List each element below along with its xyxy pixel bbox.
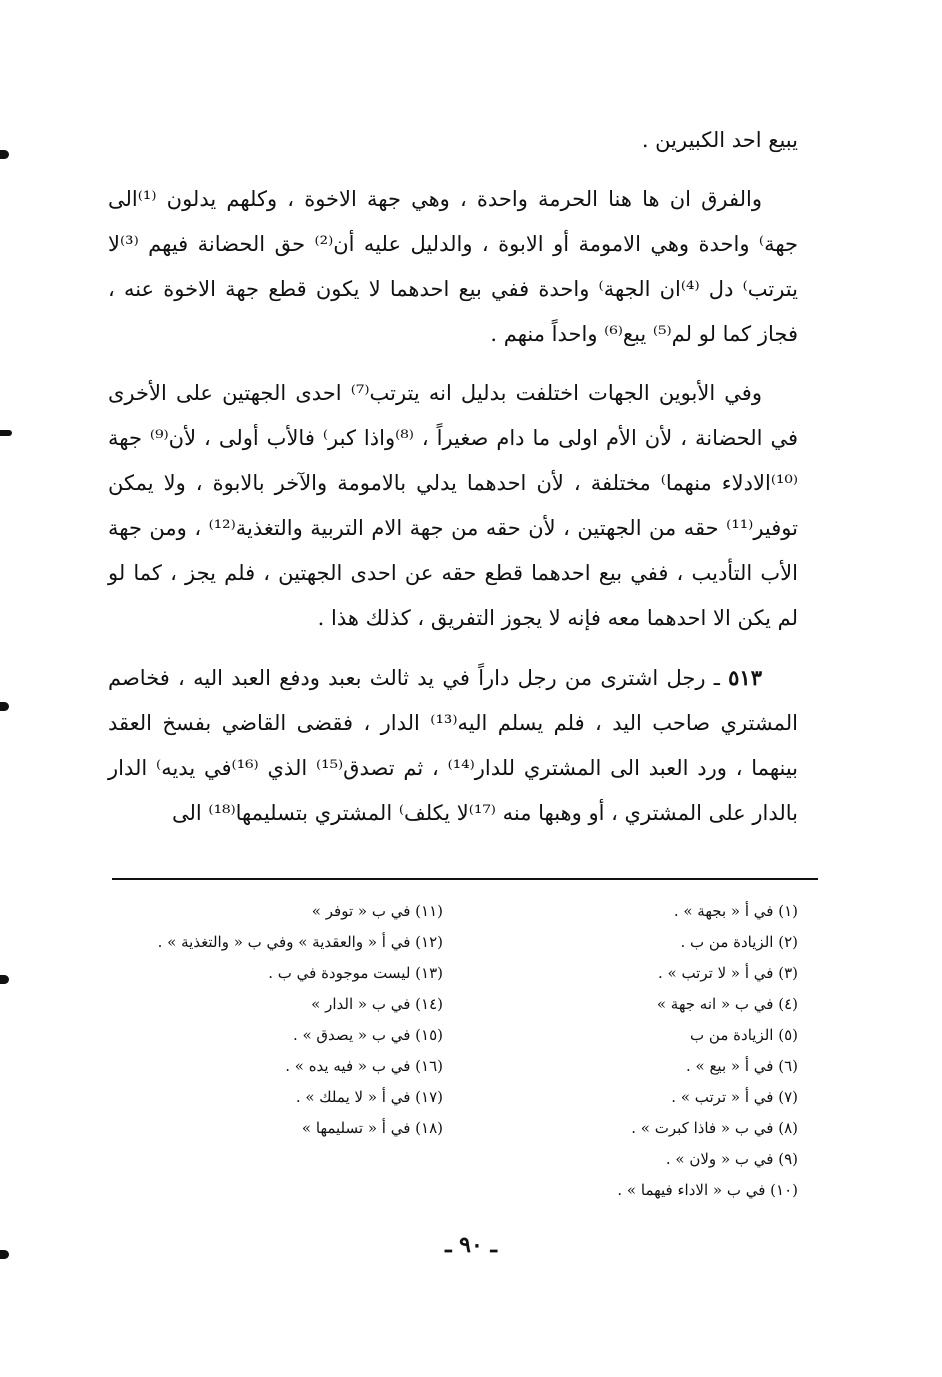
footnote-2: (٢) الزيادة من ب . [680,933,798,951]
footnotes [6,896,798,1216]
footnote-5: (٥) الزيادة من ب [690,1026,798,1044]
footnote-15: (١٥) في ب « يصدق » . [292,1026,443,1044]
scan-edge-mark [0,975,9,984]
footnote-12: (١٢) في أ « والعقدية » وفي ب « والتغذية » . [157,933,443,951]
paragraph-parents: وفي الأبوين الجهات اختلفت بدليل انه يترتب⁽⁷⁾ احدى الجهتين على الأخرى في الحضانة ، لأن الأم اولى ما دام صغيراً ، ⁽⁸⁾واذا كبر⁾ فالأب أولى ، لأن⁽⁹⁾ جهة ⁽¹⁰⁾الادلاء منهما⁾ مختلفة ، لأن احدهما يدلي بالامومة والآخر بالابوة ، ولا يمكن توفير⁽¹¹⁾ حقه من الجهتين ، لأن حقه من جهة الام التربية والتغذية⁽¹²⁾ ، ومن جهة الأب التأديب ، ففي بيع احدهما قطع حقه عن احدى الجهتين ، فلم يجز ، كما لو لم يكن الا احدهما معه فإنه لا يجوز التفريق ، كذلك هذا . [108,381,799,630]
footnote-7: (٧) في أ « ترتب » . [671,1088,798,1106]
entry-number: ٥١٣ [728,665,762,690]
footnote-18: (١٨) في أ « تسليمها » [301,1119,443,1137]
footnote-10: (١٠) في ب « الاداء فيهما » . [617,1181,798,1199]
footnote-6: (٦) في أ « بيع » . [685,1057,798,1075]
paragraph-siblings: والفرق ان ها هنا الحرمة واحدة ، وهي جهة الاخوة ، وكلهم يدلون ⁽¹⁾الى جهة⁾ واحدة وهي الامومة أو الابوة ، والدليل عليه أن⁽²⁾ حق الحضانة فيهم ⁽³⁾لا يترتب⁾ دل ⁽⁴⁾ان الجهة⁾ واحدة ففي بيع احدهما لا يكون قطع جهة الاخوة عنه ، فجاز كما لو لم⁽⁵⁾ يبع⁽⁶⁾ واحداً منهم . [108,187,798,346]
footnote-9: (٩) في ب « ولان » . [665,1150,798,1168]
footnote-1: (١) في أ « بجهة » . [673,902,798,920]
footnote-4: (٤) في ب « انه جهة » [656,995,798,1013]
footnote-13: (١٣) ليست موجودة في ب . [268,964,443,982]
scan-edge-mark [0,702,9,711]
paragraph-entry [108,655,798,836]
entry-text: ـ رجل اشترى من رجل داراً في يد ثالث بعبد ودفع العبد اليه ، فخاصم المشتري صاحب اليد ، فلم يسلم اليه⁽¹³⁾ الدار ، فقضى القاضي بفسخ العقد بينهما ، ورد العبد الى المشتري للدار⁽¹⁴⁾ ، ثم تصدق⁽¹⁵⁾ الذي ⁽¹⁶⁾في يديه⁾ الدار بالدار على المشتري ، أو وهبها منه ⁽¹⁷⁾لا يكلف⁾ المشتري بتسليمها⁽¹⁸⁾ الى [108,666,799,825]
footnotes-right-column [558,896,798,1206]
footnotes-left-column [123,896,443,1144]
footnote-17: (١٧) في أ « لا يملك » . [295,1088,443,1106]
footnote-11: (١١) في ب « توفر » [311,902,443,920]
footnote-8: (٨) في ب « فاذا كبرت » . [631,1119,798,1137]
scan-edge-mark [0,430,12,436]
page-number: ـ ٩٠ ـ [445,1232,497,1258]
main-text [108,118,798,850]
scan-edge-mark [0,1250,9,1259]
footnote-divider [112,878,818,880]
footnote-14: (١٤) في ب « الدار » [311,995,443,1013]
paragraph-continuation: يبيع احد الكبيرين . [641,128,798,152]
footnote-16: (١٦) في ب « فيه يده » . [285,1057,443,1075]
scan-edge-mark [0,150,9,159]
footnote-3: (٣) في أ « لا ترتب » . [657,964,798,982]
